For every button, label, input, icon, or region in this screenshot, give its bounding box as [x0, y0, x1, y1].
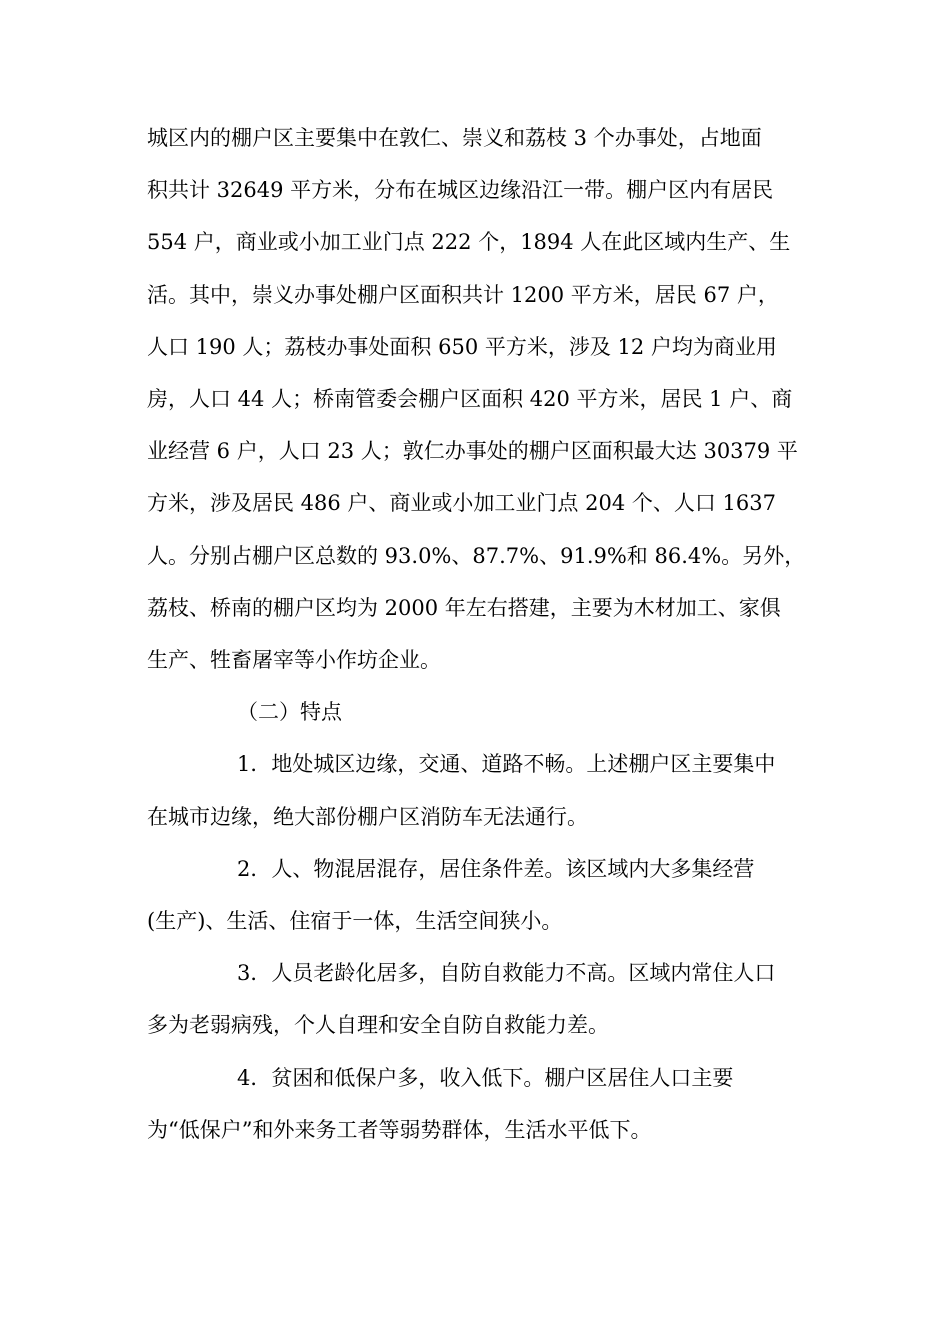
- text-line: 3．人员老龄化居多，自防自救能力不高。区域内常住人口: [237, 961, 776, 986]
- heading-line: （二）特点: [237, 700, 342, 725]
- text-line: 方米，涉及居民 486 户、商业或小加工业门点 204 个、人口 1637: [147, 491, 776, 516]
- text-line: 生产、牲畜屠宰等小作坊企业。: [147, 648, 441, 673]
- list-item-4: [147, 1052, 807, 1156]
- section-heading-characteristics: [147, 686, 807, 738]
- list-item-1: [147, 738, 807, 842]
- text-line: 业经营 6 户，人口 23 人；敦仁办事处的棚户区面积最大达 30379 平: [147, 439, 798, 464]
- text-line: 2．人、物混居混存，居住条件差。该区域内大多集经营: [237, 856, 755, 881]
- text-line: 积共计 32649 平方米，分布在城区边缘沿江一带。棚户区内有居民: [147, 178, 774, 203]
- text-line: 人口 190 人；荔枝办事处面积 650 平方米，涉及 12 户均为商业用: [147, 334, 777, 359]
- text-line: 人。分别占棚户区总数的 93.0%、87.7%、91.9%和 86.4%。另外，: [147, 543, 806, 568]
- document-body: [147, 112, 807, 1156]
- paragraph-shantytown-overview: [147, 112, 807, 686]
- text-line: 为“低保户”和外来务工者等弱势群体，生活水平低下。: [147, 1117, 652, 1142]
- text-line: 在城市边缘，绝大部份棚户区消防车无法通行。: [147, 804, 588, 829]
- list-item-2: [147, 843, 807, 947]
- text-line: 1．地处城区边缘，交通、道路不畅。上述棚户区主要集中: [237, 752, 776, 777]
- text-line: 房，人口 44 人；桥南管委会棚户区面积 420 平方米，居民 1 户、商: [147, 387, 793, 412]
- text-line: 554 户，商业或小加工业门点 222 个，1894 人在此区域内生产、生: [147, 230, 791, 255]
- text-line: 荔枝、桥南的棚户区均为 2000 年左右搭建，主要为木材加工、家俱: [147, 595, 781, 620]
- list-item-3: [147, 947, 807, 1051]
- text-line: 活。其中，崇义办事处棚户区面积共计 1200 平方米，居民 67 户，: [147, 282, 779, 307]
- text-line: 多为老弱病残，个人自理和安全自防自救能力差。: [147, 1013, 609, 1038]
- text-line: 4．贫困和低保户多，收入低下。棚户区居住人口主要: [237, 1065, 734, 1090]
- text-line: 城区内的棚户区主要集中在敦仁、崇义和荔枝 3 个办事处，占地面: [147, 126, 762, 150]
- text-line: (生产)、生活、住宿于一体，生活空间狭小。: [147, 909, 563, 934]
